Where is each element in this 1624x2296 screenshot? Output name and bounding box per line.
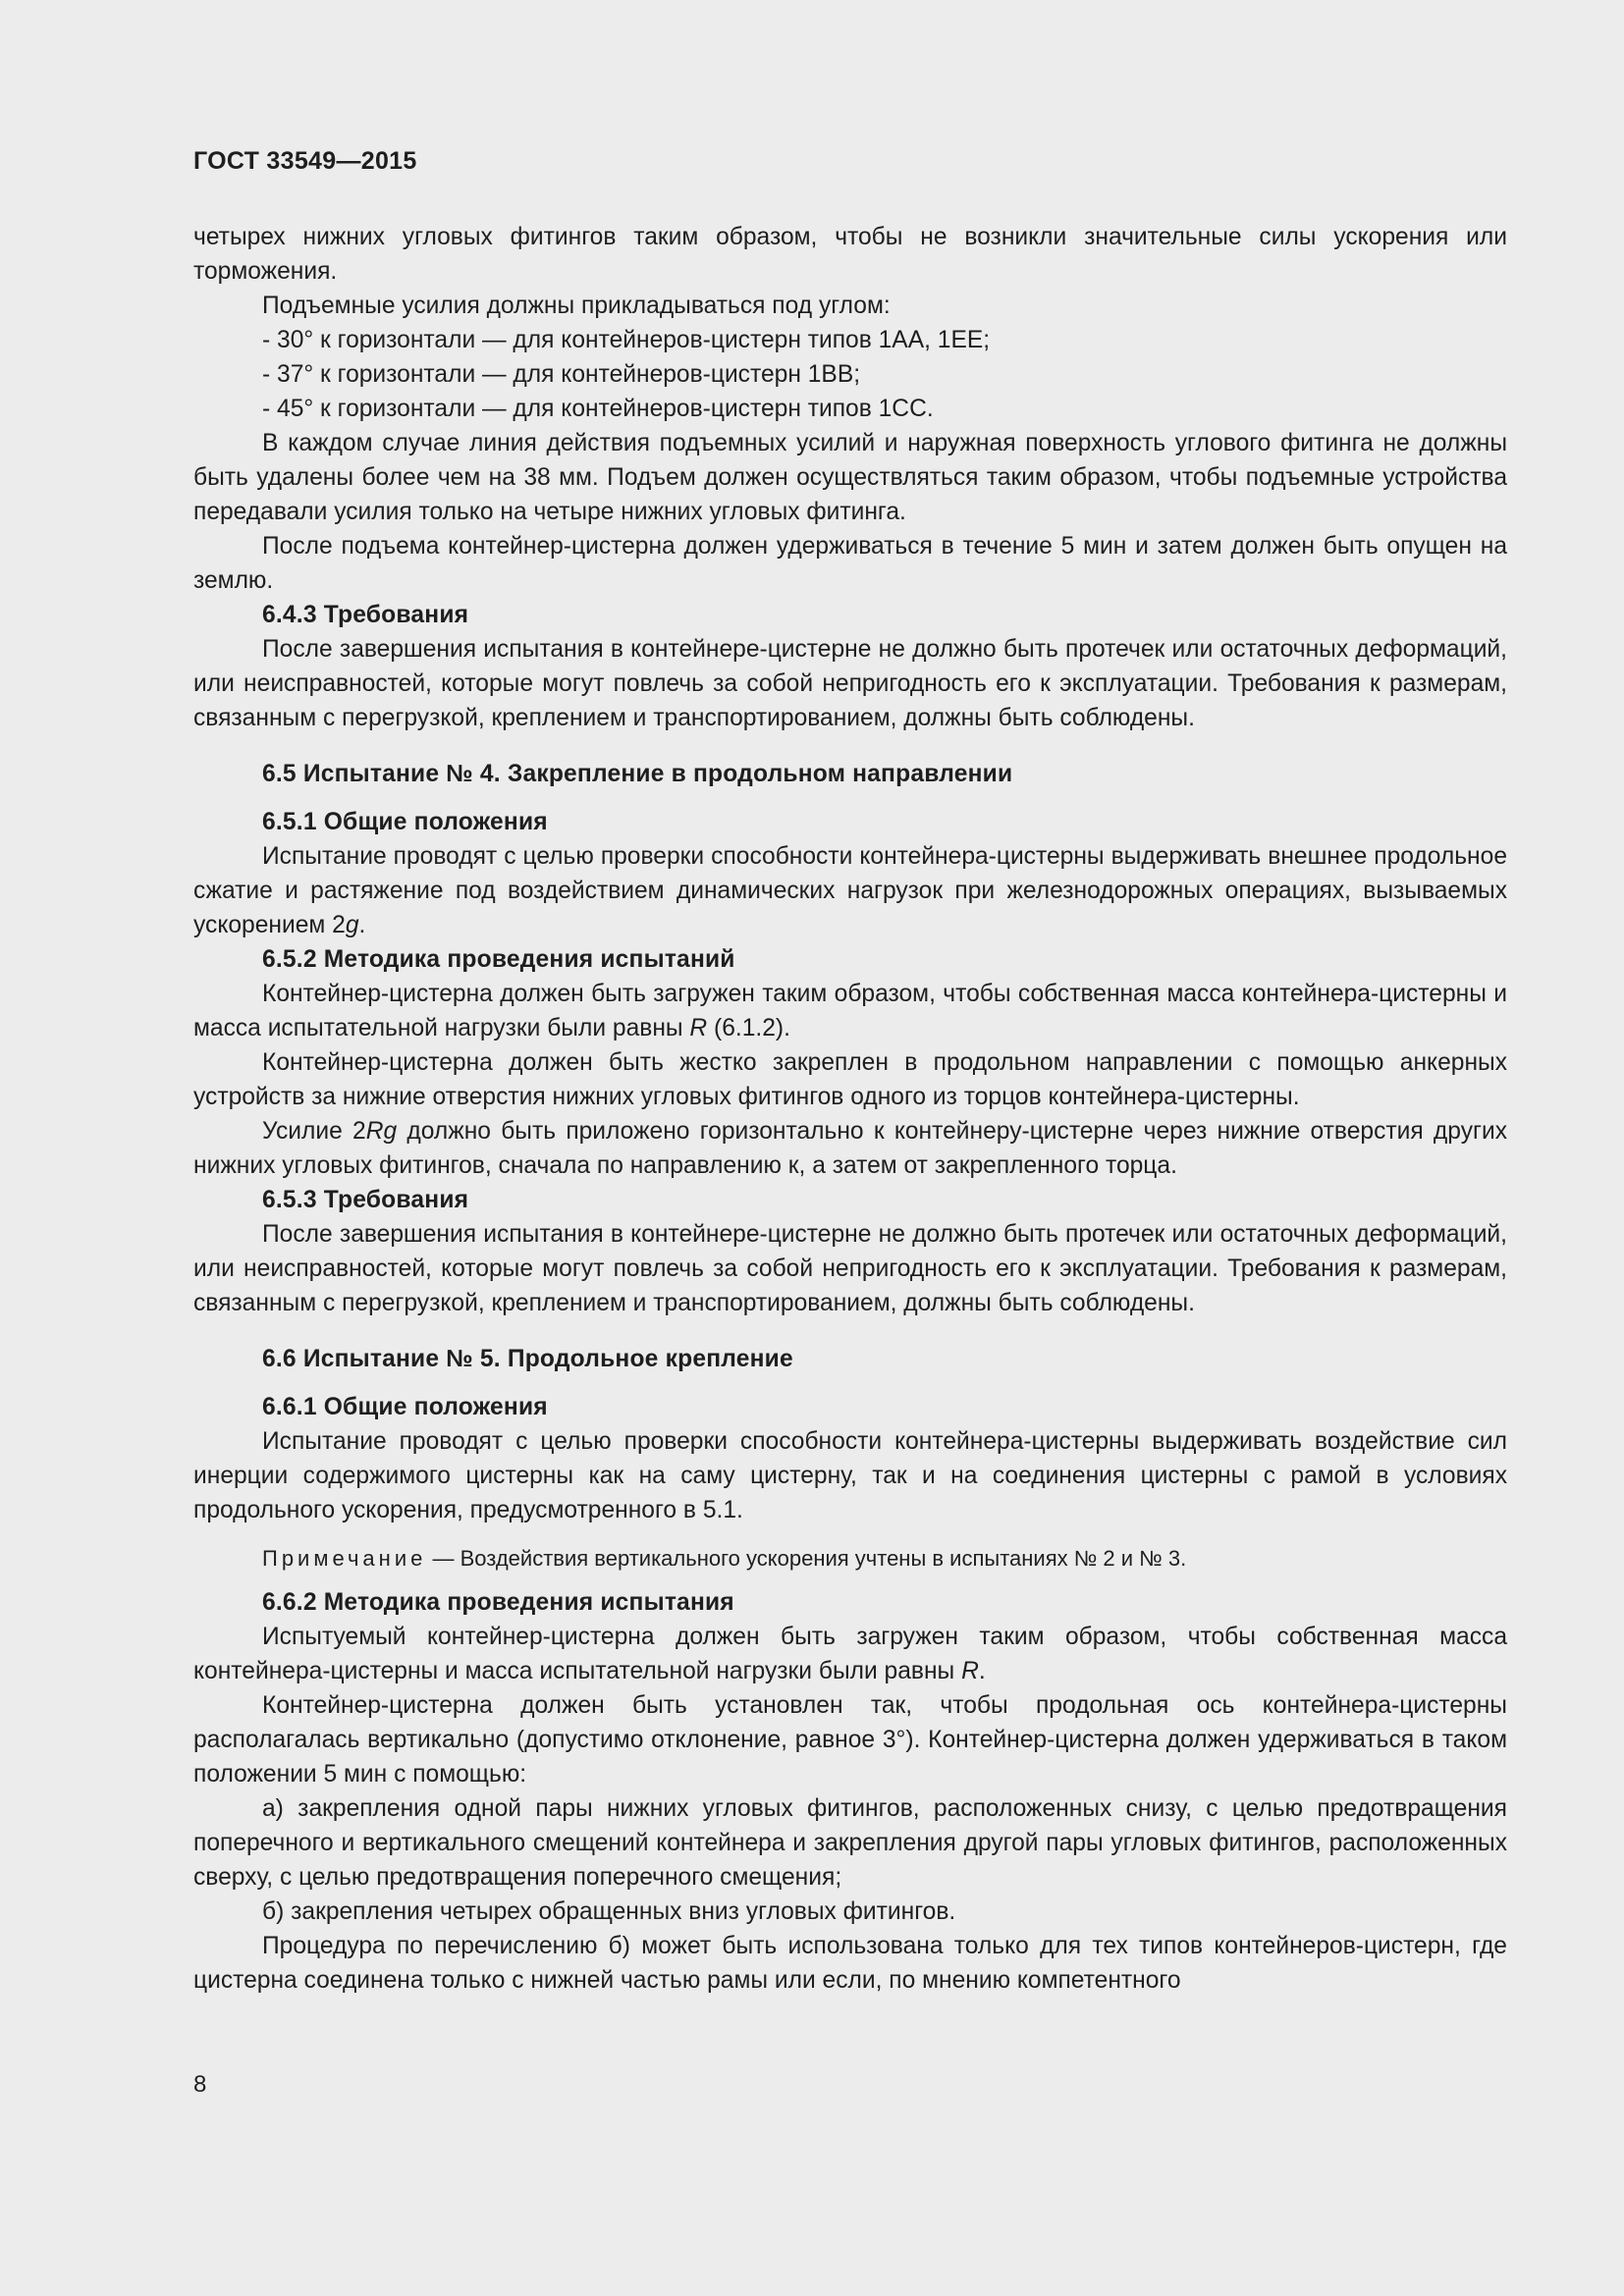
section-heading-6-5-1: 6.5.1 Общие положения [262, 809, 548, 835]
list-item: а) закрепления одной пары нижних угловых фитингов, расположенных снизу, с целью предотвращения поперечного и вертикального смещений контейнера и закрепления другой пары угловых фитингов, расположенных сверху, с целью предотвращения поперечного смещения; [193, 1795, 1507, 1891]
paragraph [193, 1620, 1507, 1688]
paragraph [193, 839, 1507, 942]
section-heading-6-6-1: 6.6.1 Общие положения [262, 1394, 548, 1420]
section-heading-6-6-2: 6.6.2 Методика проведения испытания [262, 1589, 734, 1616]
page-number: 8 [193, 2071, 207, 2098]
symbol-r: R [689, 1015, 708, 1041]
list-item: б) закрепления четырех обращенных вниз угловых фитингов. [262, 1898, 956, 1925]
symbol-rg: Rg [365, 1118, 398, 1145]
paragraph: четырех нижних угловых фитингов таким образом, чтобы не возникли значительные силы ускорения или торможения. [193, 224, 1507, 285]
document-header: ГОСТ 33549—2015 [193, 147, 417, 175]
list-item: - 30° к горизонтали — для контейнеров-цистерн типов 1АА, 1ЕЕ; [262, 327, 991, 353]
list-item: - 37° к горизонтали — для контейнеров-цистерн 1ВВ; [262, 361, 861, 388]
symbol-g: g [345, 912, 359, 938]
section-heading-6-4-3: 6.4.3 Требования [262, 602, 469, 628]
paragraph: В каждом случае линия действия подъемных усилий и наружная поверхность углового фитинга не должны быть удалены более чем на 38 мм. Подъем должен осуществляться таким образом, чтобы подъемные устройства передавали усилия только на четыре нижних угловых фитинга. [193, 430, 1507, 525]
text: Испытание проводят с целью проверки способности контейнера-цистерны выдерживать внешнее продольное сжатие и растяжение под воздействием динамических нагрузок при железнодорожных операциях, вызываемых ускорением 2 [193, 843, 1507, 938]
paragraph: Контейнер-цистерна должен быть жестко закреплен в продольном направлении с помощью анкерных устройств за нижние отверстия нижних угловых фитингов одного из торцов контейнера-цистерны. [193, 1049, 1507, 1110]
section-heading-6-5: 6.5 Испытание № 4. Закрепление в продольном направлении [262, 761, 1013, 787]
list-item: - 45° к горизонтали — для контейнеров-цистерн типов 1СС. [262, 396, 934, 422]
note-text: — Воздействия вертикального ускорения учтены в испытаниях № 2 и № 3. [426, 1546, 1187, 1571]
paragraph [193, 1114, 1507, 1183]
paragraph: После завершения испытания в контейнере-цистерне не должно быть протечек или остаточных деформаций, или неисправностей, которые могут повлечь за собой непригодность его к эксплуатации. Требования к размерам, связанным с перегрузкой, креплением и транспортированием, должны быть соблюдены. [193, 1221, 1507, 1316]
text: (6.1.2). [707, 1015, 790, 1041]
text: должно быть приложено горизонтально к контейнеру-цистерне через нижние отверстия других нижних угловых фитингов, сначала по направлению к, а затем от закрепленного торца. [193, 1118, 1507, 1179]
paragraph: Контейнер-цистерна должен быть установлен так, чтобы продольная ось контейнера-цистерны располагалась вертикально (допустимо отклонение, равное 3°). Контейнер-цистерна должен удерживаться в таком положении 5 мин с помощью: [193, 1692, 1507, 1788]
paragraph: После завершения испытания в контейнере-цистерне не должно быть протечек или остаточных деформаций, или неисправностей, которые могут повлечь за собой непригодность его к эксплуатации. Требования к размерам, связанным с перегрузкой, креплением и транспортированием, должны быть соблюдены. [193, 636, 1507, 731]
paragraph: Испытание проводят с целью проверки способности контейнера-цистерны выдерживать воздействие сил инерции содержимого цистерны как на саму цистерну, так и на соединения цистерны с рамой в условиях продольного ускорения, предусмотренного в 5.1. [193, 1428, 1507, 1523]
text: Испытуемый контейнер-цистерна должен быть загружен таким образом, чтобы собственная масса контейнера-цистерны и масса испытательной нагрузки были равны [193, 1624, 1507, 1684]
paragraph: Подъемные усилия должны прикладываться под углом: [262, 293, 891, 319]
note-label: Примечание [262, 1546, 427, 1571]
section-heading-6-5-2: 6.5.2 Методика проведения испытаний [262, 946, 735, 973]
section-heading-6-5-3: 6.5.3 Требования [262, 1187, 469, 1213]
text: . [978, 1658, 986, 1684]
text: Усилие 2 [262, 1118, 366, 1145]
paragraph [193, 977, 1507, 1045]
symbol-r: R [961, 1658, 979, 1684]
text: Контейнер-цистерна должен быть загружен таким образом, чтобы собственная масса контейнера-цистерны и масса испытательной нагрузки были равны [193, 981, 1507, 1041]
document-page [193, 147, 1507, 1998]
paragraph: После подъема контейнер-цистерна должен удерживаться в течение 5 мин и затем должен быть опущен на землю. [193, 533, 1507, 594]
paragraph: Процедура по перечислению б) может быть использована только для тех типов контейнеров-цистерн, где цистерна соединена только с нижней частью рамы или если, по мнению компетентного [193, 1933, 1507, 1994]
section-heading-6-6: 6.6 Испытание № 5. Продольное крепление [262, 1346, 793, 1372]
note [193, 1541, 1507, 1575]
text: . [358, 912, 366, 938]
